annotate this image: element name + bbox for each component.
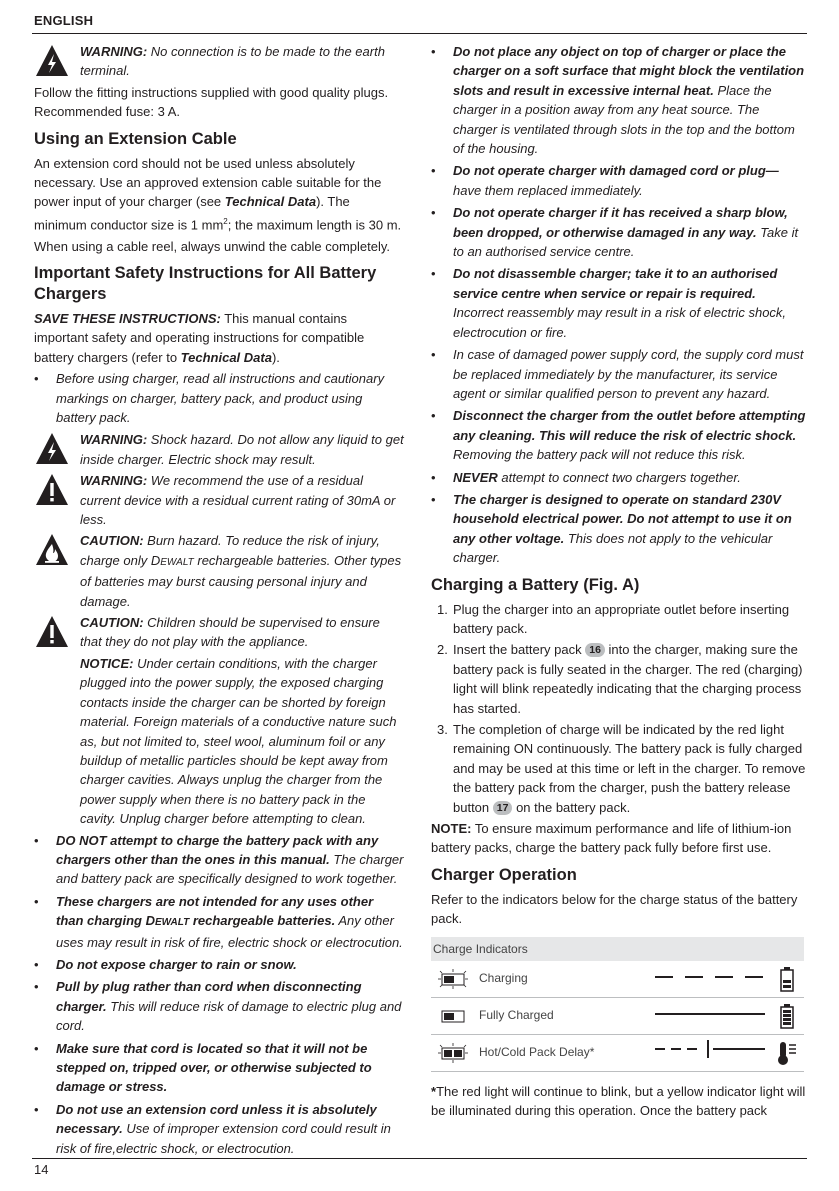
warning-shock: WARNING: Shock hazard. Do not allow any liquid to get inside charger. Electric shock may result. (34, 430, 404, 469)
page-number: 14 (34, 1162, 49, 1177)
list-item: • DO NOT attempt to charge the battery pack with any chargers other than the ones in this manual. The charger and battery pack are specifically designed to work together. (34, 832, 404, 887)
header-rule (32, 33, 807, 34)
save-instructions: SAVE THESE INSTRUCTIONS: This manual contains important safety and operating instructions for compatible battery chargers (refer to Technical Data). (34, 310, 365, 365)
fire-warning-icon (34, 532, 70, 568)
list-item: • Pull by plug rather than cord when disconnecting charger. This will reduce risk of damage to electric plug and cord. (34, 979, 402, 1034)
lightning-warning-icon (34, 431, 70, 467)
extension-heading: Using an Extension Cable (34, 129, 237, 148)
list-item: • Do not operate charger if it has received a sharp blow, been dropped, or otherwise damaged in any way. Take it to an authorised service centre. (431, 205, 799, 260)
safety-heading: Important Safety Instructions for All Battery Chargers (34, 263, 377, 303)
table-row (431, 961, 804, 998)
warning-rcd: WARNING: We recommend the use of a residual current device with a residual current rating of 30mA or less. (34, 471, 404, 529)
step-item: 1. Plug the charger into an appropriate outlet before inserting battery pack. (437, 601, 790, 636)
list-item: • Do not disassemble charger; take it to an authorised service centre when service or repair is required. Incorrect reassembly may result in a risk of electric shock, electrocution or fire. (431, 266, 787, 340)
callout-badge: 17 (493, 801, 513, 815)
cable-reel-text: When using a cable reel, always unwind the cable completely. (34, 238, 391, 254)
solid-led-icon (436, 1005, 470, 1027)
battery-icon (780, 1003, 794, 1029)
list-item: • Before using charger, read all instructions and cautionary markings on charger, battery pack, and product using battery pack. (34, 371, 385, 426)
footer-rule (32, 1158, 807, 1159)
operation-heading: Charger Operation (431, 865, 577, 884)
right-column (431, 42, 806, 1122)
list-item: • Do not expose charger to rain or snow. (34, 956, 297, 972)
table-title: Charge Indicators (431, 937, 804, 961)
language-label: ENGLISH (34, 13, 94, 28)
exclamation-warning-icon (34, 472, 70, 508)
list-item: • Do not use an extension cord unless it is absolutely necessary. Use of improper extension cord could result in risk of fire,electric shock, or electrocution. (34, 1101, 391, 1156)
battery-icon (780, 966, 794, 992)
solid-pattern (651, 1009, 769, 1019)
callout-badge: 16 (585, 643, 605, 657)
blinking-led-icon (436, 968, 470, 990)
charging-heading: Charging a Battery (Fig. A) (431, 575, 640, 594)
note: NOTE: To ensure maximum performance and life of lithium-ion battery packs, charge the battery pack fully before first use. (431, 821, 792, 856)
delay-pattern (651, 1039, 769, 1059)
footnote: *The red light will continue to blink, but a yellow indicator light will be illuminated during this operation. Once the battery pack (431, 1083, 806, 1119)
charging-steps (431, 600, 806, 817)
step-item: 3. The completion of charge will be indicated by the red light remaining ON continuously. The battery pack is fully charged and may be used at this time or left in the charger. To remove the battery pack from the charger, push the battery release button 17 on the battery pack. (437, 722, 806, 815)
lightning-warning-icon (34, 43, 70, 79)
list-item: • In case of damaged power supply cord, the supply cord must be replaced immediately by the manufacturer, its service agent or similar qualified person to prevent any hazard. (431, 347, 804, 401)
notice: NOTICE: Under certain conditions, with the charger plugged into the power supply, the exposed charging contacts inside the charger can be shorted by foreign material. Foreign materials of a conductive nature such as, but not limited to, steel wool, aluminum foil or any buildup of metallic particles should be kept away from charger cavities. Always unplug the charger from the power supply when there is no battery pack in the cavity. Unplug charger before attempting to clean. (80, 655, 397, 827)
caution-burn: CAUTION: Burn hazard. To reduce the risk of injury, charge only DEWALT rechargeable batteries. Other types of batteries may burst causing personal injury and damage. (34, 531, 404, 611)
blinking-dual-led-icon (436, 1042, 470, 1064)
step-item: 2. Insert the battery pack 16 into the charger, making sure the battery pack is fully seated in the charger. The red (charging) light will blink repeatedly indicating that the charging process has started. (437, 642, 803, 716)
list-item: • NEVER attempt to connect two chargers together. (431, 469, 741, 485)
blink-pattern (651, 972, 769, 982)
warning-label: WARNING: (80, 44, 148, 59)
table-row (431, 1035, 804, 1072)
extension-text: An extension cord should not be used unless absolutely necessary. Use an approved extension cable suitable for the power input of your charger (see Technical Data). The minimum conductor size is 1 $mm^2$; the maximum length is 30 m. (34, 155, 402, 233)
caution-children: CAUTION: Children should be supervised to ensure that they do not play with the appliance. (34, 613, 404, 652)
operation-text: Refer to the indicators below for the charge status of the battery pack. (431, 891, 798, 927)
list-item: • Do not operate charger with damaged cord or plug— have them replaced immediately. (431, 163, 779, 198)
exclamation-warning-icon (34, 614, 70, 650)
thermometer-icon (776, 1040, 798, 1066)
indicator-label: Fully Charged (479, 1007, 554, 1022)
indicator-label: Charging (479, 970, 528, 985)
warning-earth (34, 42, 404, 81)
charge-indicators-table (431, 937, 804, 1072)
warning-text: No connection is to be made to the earth terminal. (80, 44, 385, 79)
list-item: • Disconnect the charger from the outlet before attempting any cleaning. This will reduce the risk of electric shock. Removing the battery pack will not reduce this risk. (431, 408, 806, 463)
left-column (34, 42, 404, 1161)
list-item: • The charger is designed to operate on standard 230V household electrical power. Do not attempt to use it on any other voltage. This does not apply to the vehicular charger. (431, 491, 792, 566)
list-item: • Make sure that cord is located so that it will not be stepped on, tripped over, or otherwise subjected to damage or stress. (34, 1040, 372, 1095)
plug-text: Follow the fitting instructions supplied with good quality plugs. Recommended fuse: 3 A. (34, 84, 389, 120)
table-row (431, 998, 804, 1035)
list-item: • Do not place any object on top of charger or place the charger on a soft surface that might block the ventilation slots and result in excessive internal heat. Place the charger in a position away from any heat source. The charger is ventilated through slots in the top and the bottom of the housing. (431, 44, 805, 157)
list-item: • These chargers are not intended for any uses other than charging DEWALT rechargeable batteries. Any other uses may result in risk of fire, electric shock or electrocution. (34, 893, 403, 950)
indicator-label: Hot/Cold Pack Delay* (479, 1044, 595, 1059)
